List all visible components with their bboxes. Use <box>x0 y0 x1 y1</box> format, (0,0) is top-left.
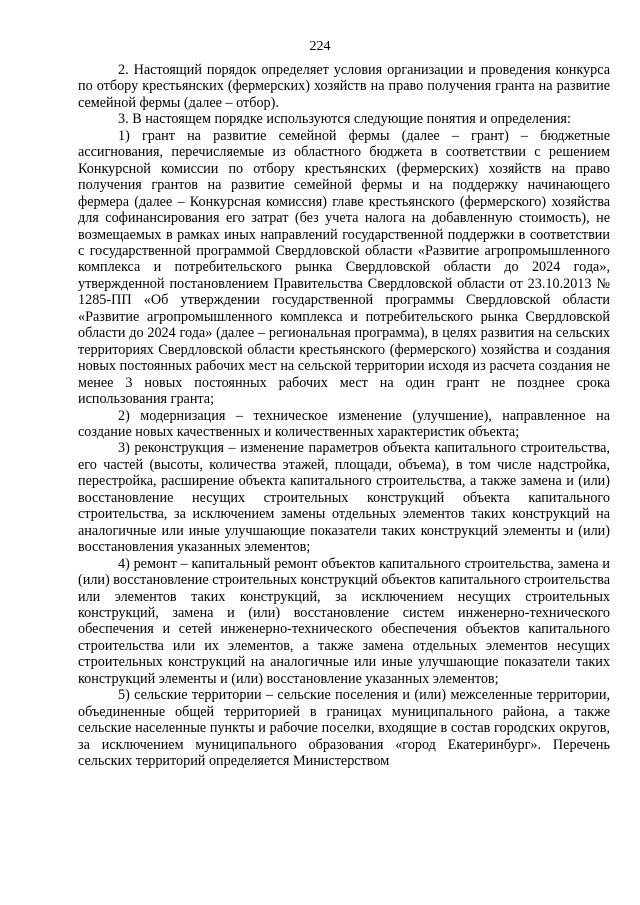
paragraph-definition-rural-territories: 5) сельские территории – сельские поселения и (или) межселенные территории, объединенные общей территорией в границах муниципального района, а также сельские населенные пункты и рабочие поселки, входящие в состав городских округов, за исключением муниципального образования «город Екатеринбург». Перечень сельских территорий определяется Министерством <box>78 687 610 770</box>
paragraph-definition-reconstruction: 3) реконструкция – изменение параметров объекта капитального строительства, его частей (высоты, количества этажей, площади, объема), в том числе надстройка, перестройка, расширение объекта капитального строительства, а также замена и (или) восстановление несущих строительных конструкций объекта капитального строительства, за исключением замены отдельных элементов таких конструкций на аналогичные или иные улучшающие показатели таких конструкций элементы и (или) восстановления указанных элементов; <box>78 440 610 556</box>
paragraph-definition-repair: 4) ремонт – капитальный ремонт объектов капитального строительства, замена и (или) восстановление строительных конструкций объектов капитального строительства или элементов таких конструкций, за исключением несущих строительных конструкций, замена и (или) восстановление систем инженерно-технического обеспечения и сетей инженерно-технического обеспечения объектов капитального строительства или их элементов, а также замена отдельных элементов несущих строительных конструкций на аналогичные или иные улучшающие показатели таких конструкций элементы и (или) восстановление указанных элементов; <box>78 555 610 687</box>
document-body <box>78 62 610 769</box>
paragraph-clause-3: 3. В настоящем порядке используются следующие понятия и определения: <box>118 111 571 128</box>
page-number: 224 <box>309 39 331 54</box>
paragraph-definition-modernization: 2) модернизация – техническое изменение (улучшение), направленное на создание новых качественных и количественных характеристик объекта; <box>78 407 610 440</box>
paragraph-definition-grant: 1) грант на развитие семейной фермы (далее – грант) – бюджетные ассигнования, перечисляемые из областного бюджета в соответствии с решением Конкурсной комиссии по отбору крестьянских (фермерских) хозяйств на право получения грантов на развитие семейной фермы и на поддержку начинающего фермера (далее – Конкурсная комиссия) главе крестьянского (фермерского) хозяйства для софинансирования его затрат (без учета налога на добавленную стоимость), не возмещаемых в рамках иных направлений государственной поддержки в соответствии с государственной программой Свердловской области «Развитие агропромышленного комплекса и потребительского рынка Свердловской области до 2024 года», утвержденной постановлением Правительства Свердловской области от 23.10.2013 № 1285-ПП «Об утверждении государственной программы Свердловской области «Развитие агропромышленного комплекса и потребительского рынка Свердловской области до 2024 года» (далее – региональная программа), в целях развития на сельских территориях Свердловской области крестьянского (фермерского) хозяйства и создания новых постоянных рабочих мест на сельской территории исходя из расчета создания не менее 3 новых постоянных рабочих мест на один грант не позднее срока использования гранта; <box>78 127 610 408</box>
paragraph-clause-2: 2. Настоящий порядок определяет условия организации и проведения конкурса по отбору крестьянских (фермерских) хозяйств на право получения гранта на развитие семейной фермы (далее – отбор). <box>78 62 610 111</box>
